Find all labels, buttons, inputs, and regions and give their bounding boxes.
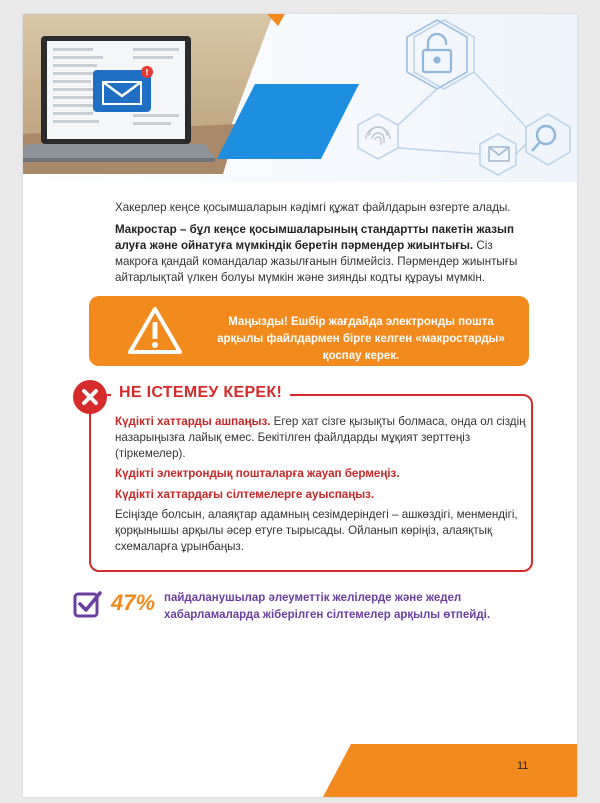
dont-do-title: НЕ ІСТЕМЕУ КЕРЕК! (111, 384, 290, 402)
stat-text: пайдаланушылар әлеуметтік желілерде және жедел хабарламаларда жіберілген сілтемелер арқылы өтпейді. (164, 592, 491, 621)
svg-text:!: ! (145, 68, 149, 77)
dont-item-3-text: Есіңізде болсын, алаяқтар адамның сезімдеріндегі – ашкөздігі, менмендігі, қорқынышы арқылы әсер етуге тырысады. Ойланып көріңіз, алаяқтық схемаларға ұрынбаңыз. (115, 508, 518, 553)
dont-item-3-head: Күдікті хаттардағы сілтемелерге ауыспаңыз. (115, 488, 375, 501)
macro-definition: Макростар – бұл кеңсе қосымшаларының стандартты пакетін жазып алуға және ойнатуға мүмкіндік беретін пәрмендер жиынтығы. (115, 223, 514, 252)
footer-decoration (23, 14, 577, 797)
stat-percent: 47% (111, 590, 156, 615)
dont-item-2: Күдікті электрондық пошталарға жауап бермеңіз. (115, 467, 400, 480)
dont-item-1-head: Күдікті хаттарды ашпаңыз. (115, 415, 271, 428)
page-number: 11 (517, 760, 529, 772)
warning-text: Маңызды! Ешбір жағдайда электронды пошта арқылы файлдармен бірге келген «макростарды» қоспау керек. (217, 316, 505, 362)
document-page (23, 14, 577, 797)
dont-item-1-text: Егер хат сізге қызықты болмаса, онда ол сіздің назарыңызға лайық емес. Бекітілген файлдарды мұқият зерттеңіз (тіркемелер). (115, 415, 526, 460)
intro-text: Хакерлер кеңсе қосымшаларын кәдімгі құжат файлдарын өзгерте алады. (115, 201, 511, 214)
macro-description: Сіз макроға қандай командалар жазылғанын білмейсіз. Пәрмендер жиынтығы айтарлықтай үлкен болуы мүмкін және зиянды кодты құрауы мүмкін. (115, 239, 518, 284)
